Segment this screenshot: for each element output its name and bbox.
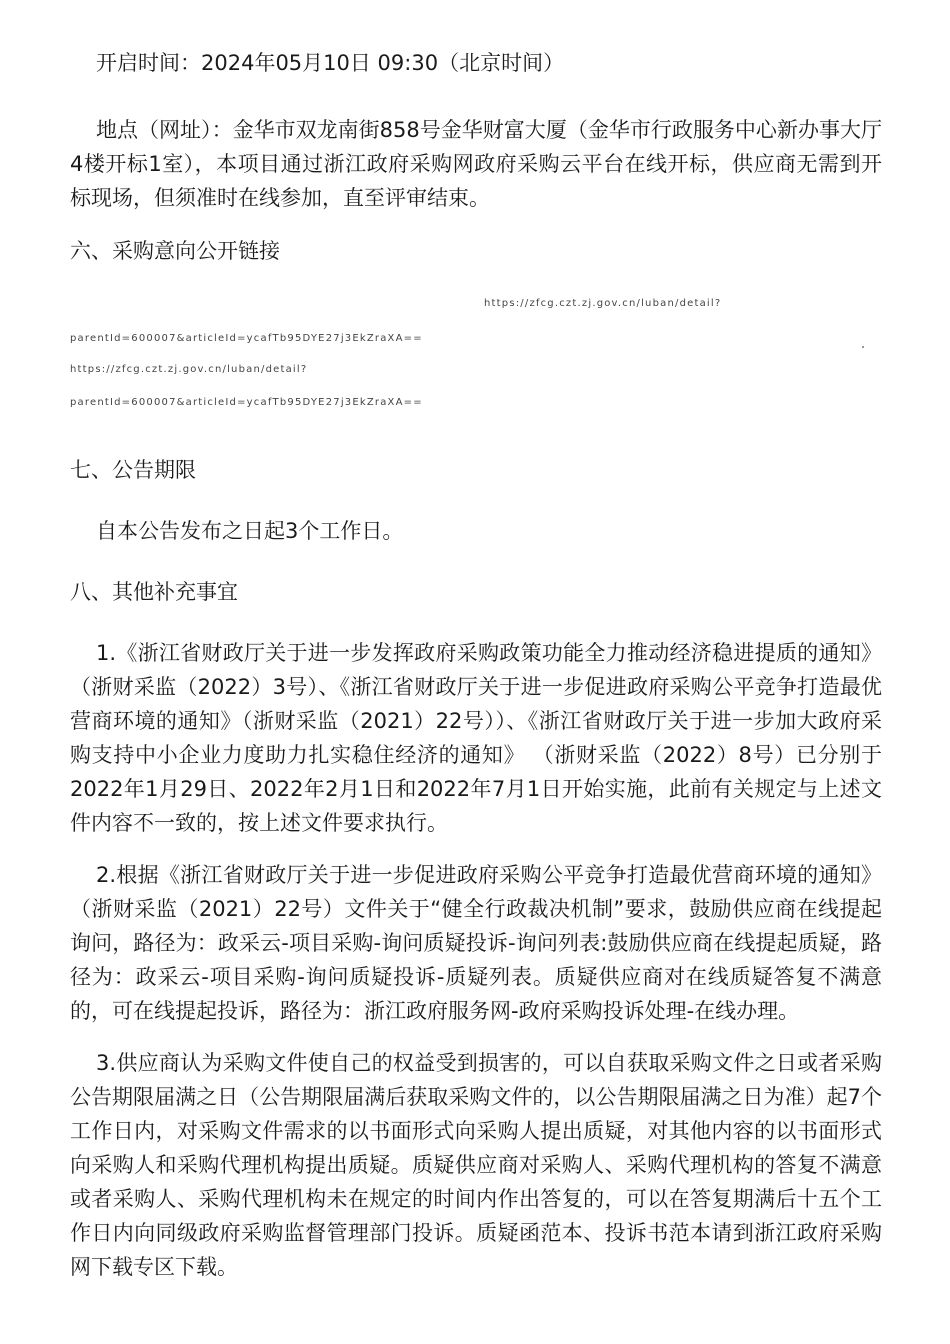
procurement-intent-link-1b[interactable]: parentId=600007&articleId=ycafTb95DYE27j3EkZraXA==	[70, 333, 423, 344]
procurement-intent-link-2b[interactable]: parentId=600007&articleId=ycafTb95DYE27j3EkZraXA==	[70, 397, 423, 408]
opening-location: 地点（网址）：金华市双龙南街858号金华财富大厦（金华市行政服务中心新办事大厅4楼开标1室），本项目通过浙江政府采购网政府采购云平台在线开标，供应商无需到开标现场，但须准时在线参加，直至评审结束。	[70, 118, 882, 210]
announcement-period-text: 自本公告发布之日起3个工作日。	[96, 519, 404, 543]
procurement-intent-link-2a[interactable]: https://zfcg.czt.zj.gov.cn/luban/detail?	[70, 364, 308, 375]
section-8-heading: 八、其他补充事宜	[70, 580, 238, 604]
procurement-intent-link-1a[interactable]: https://zfcg.czt.zj.gov.cn/luban/detail?	[484, 298, 722, 309]
section-7-heading: 七、公告期限	[70, 458, 196, 482]
supplement-item-1: 1.《浙江省财政厅关于进一步发挥政府采购政策功能全力推动经济稳进提质的通知》（浙财采监（2022）3号）、《浙江省财政厅关于进一步促进政府采购公平竞争打造最优营商环境的通知》（浙财采监（2021）22号））、《浙江省财政厅关于进一步加大政府采购支持中小企业力度助力扎实稳住经济的通知》 （浙财采监（2022）8号）已分别于2022年1月29日、2022年2月1日和2022年7月1日开始实施，此前有关规定与上述文件内容不一致的，按上述文件要求执行。	[70, 641, 882, 835]
supplement-item-2: 2.根据《浙江省财政厅关于进一步促进政府采购公平竞争打造最优营商环境的通知》（浙财采监（2021）22号）文件关于“健全行政裁决机制”要求，鼓励供应商在线提起询问，路径为：政采云-项目采购-询问质疑投诉-询问列表:鼓励供应商在线提起质疑，路径为：政采云-项目采购-询问质疑投诉-质疑列表。质疑供应商对在线质疑答复不满意的，可在线提起投诉，路径为：浙江政府服务网-政府采购投诉处理-在线办理。	[70, 863, 882, 1023]
supplement-item-3: 3.供应商认为采购文件使自己的权益受到损害的，可以自获取采购文件之日或者采购公告期限届满之日（公告期限届满后获取采购文件的，以公告期限届满之日为准）起7个工作日内，对采购文件需求的以书面形式向采购人提出质疑，对其他内容的以书面形式向采购人和采购代理机构提出质疑。质疑供应商对采购人、采购代理机构的答复不满意或者采购人、采购代理机构未在规定的时间内作出答复的，可以在答复期满后十五个工作日内向同级政府采购监督管理部门投诉。质疑函范本、投诉书范本请到浙江政府采购网下载专区下载。	[70, 1051, 882, 1279]
opening-time: 开启时间：2024年05月10日 09:30（北京时间）	[96, 51, 565, 75]
link-separator-dot	[862, 346, 864, 348]
section-6-heading: 六、采购意向公开链接	[70, 239, 280, 263]
